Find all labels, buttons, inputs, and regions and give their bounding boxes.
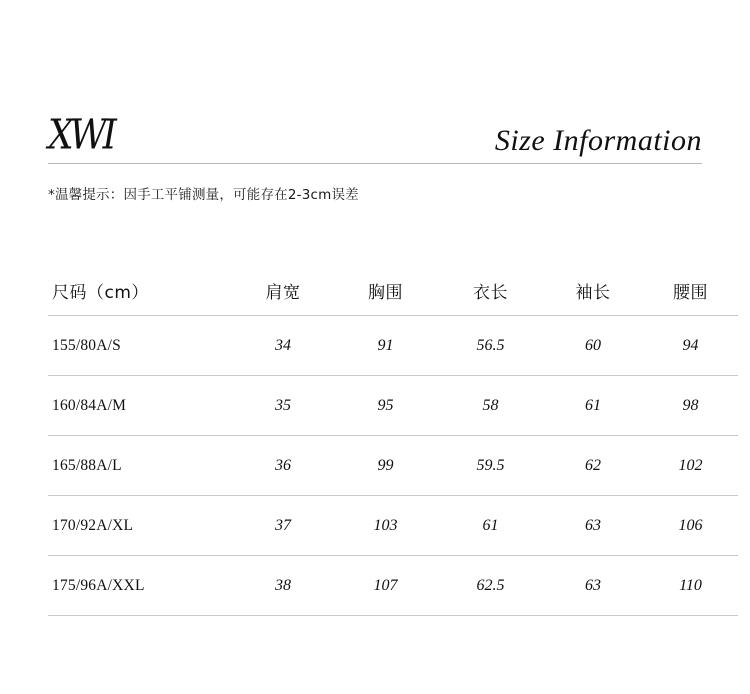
size-table bbox=[48, 265, 738, 616]
cell-sleeve: 63 bbox=[585, 516, 601, 534]
measurement-note: *温馨提示：因手工平铺测量，可能存在2-3cm误差 bbox=[48, 187, 359, 203]
cell-bust: 99 bbox=[377, 456, 394, 474]
cell-bust: 91 bbox=[377, 336, 394, 354]
row-divider bbox=[48, 615, 738, 616]
cell-sleeve: 63 bbox=[585, 576, 601, 594]
cell-length: 62.5 bbox=[476, 576, 505, 594]
cell-shoulder: 35 bbox=[275, 396, 291, 414]
cell-shoulder: 34 bbox=[275, 336, 291, 354]
cell-waist: 106 bbox=[678, 516, 703, 534]
table-row bbox=[48, 556, 738, 615]
cell-waist: 98 bbox=[682, 396, 699, 414]
table-body bbox=[48, 316, 738, 616]
cell-bust: 107 bbox=[373, 576, 398, 594]
cell-size: 175/96A/XXL bbox=[52, 576, 145, 594]
column-header-length: 衣长 bbox=[473, 282, 508, 303]
column-header-sleeve: 袖长 bbox=[575, 282, 611, 303]
cell-bust: 95 bbox=[377, 396, 394, 414]
cell-shoulder: 38 bbox=[275, 576, 291, 594]
cell-sleeve: 62 bbox=[585, 456, 601, 474]
cell-shoulder: 36 bbox=[275, 456, 291, 474]
cell-length: 61 bbox=[482, 516, 499, 534]
column-header-shoulder: 肩宽 bbox=[265, 282, 301, 303]
brand-logo: XWI bbox=[48, 111, 113, 159]
header-divider bbox=[48, 163, 702, 164]
table-row bbox=[48, 376, 738, 435]
column-header-size: 尺码（cm） bbox=[52, 282, 149, 303]
cell-length: 59.5 bbox=[476, 456, 505, 474]
divider-cell bbox=[48, 615, 738, 616]
table-header bbox=[48, 265, 738, 316]
cell-waist: 110 bbox=[679, 576, 702, 594]
cell-shoulder: 37 bbox=[275, 516, 291, 534]
cell-size: 170/92A/XL bbox=[52, 516, 134, 534]
page-header bbox=[48, 96, 702, 158]
cell-waist: 94 bbox=[682, 336, 699, 354]
page-title: Size Information bbox=[494, 124, 702, 157]
cell-waist: 102 bbox=[678, 456, 703, 474]
table-row bbox=[48, 316, 738, 375]
cell-size: 160/84A/M bbox=[52, 396, 127, 414]
cell-sleeve: 60 bbox=[585, 336, 601, 354]
cell-size: 165/88A/L bbox=[52, 456, 122, 474]
table-header-row bbox=[48, 265, 738, 315]
table-row bbox=[48, 436, 738, 495]
cell-sleeve: 61 bbox=[585, 396, 601, 414]
cell-length: 58 bbox=[482, 396, 499, 414]
column-header-waist: 腰围 bbox=[673, 282, 708, 303]
cell-size: 155/80A/S bbox=[52, 336, 121, 354]
column-header-bust: 胸围 bbox=[368, 282, 403, 303]
table-row bbox=[48, 496, 738, 555]
cell-length: 56.5 bbox=[476, 336, 505, 354]
cell-bust: 103 bbox=[373, 516, 398, 534]
